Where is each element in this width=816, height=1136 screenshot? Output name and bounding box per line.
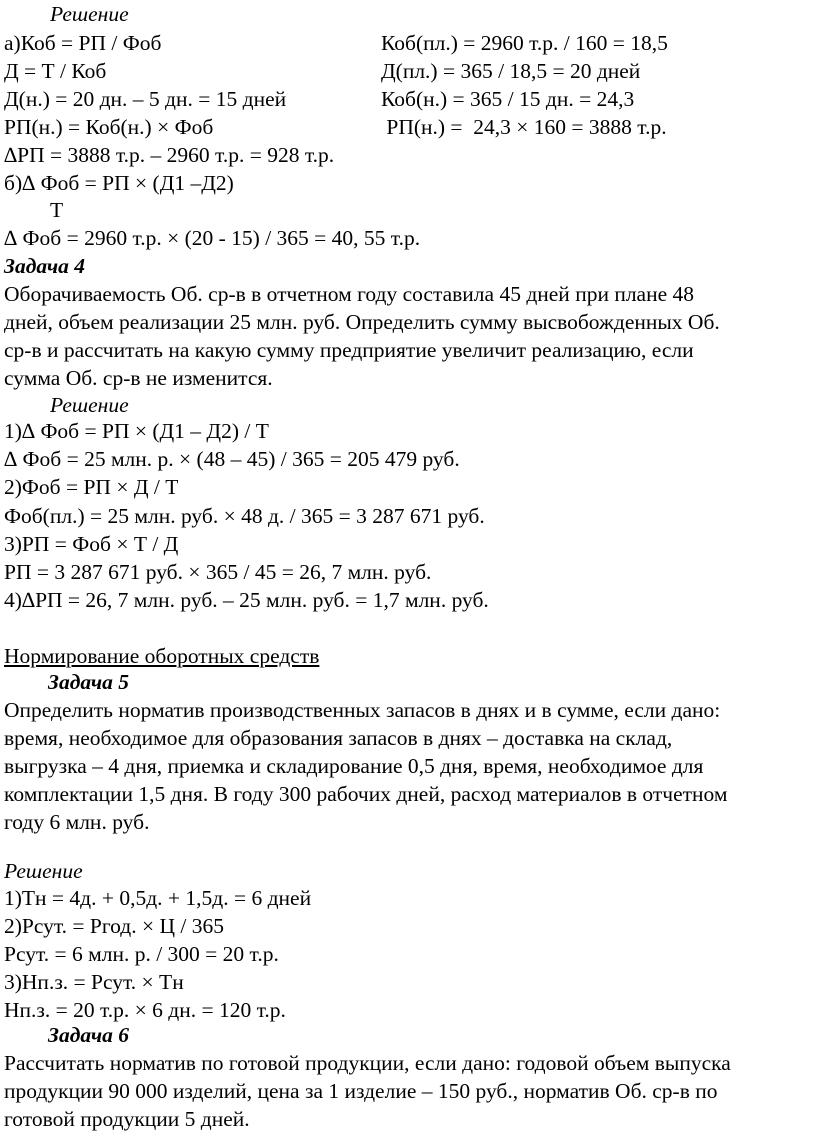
task5-solution-line: 3)Нп.з. = Рсут. × Тн <box>4 970 184 994</box>
task5-text-line: выгрузка – 4 дня, приемка и складирование 0,5 дня, время, необходимое для <box>4 754 704 778</box>
task4-solution-line: Фоб(пл.) = 25 млн. руб. × 48 д. / 365 = 3 287 671 руб. <box>4 504 485 528</box>
task3-b-formula: б)∆ Фоб = РП × (Д1 –Д2) <box>4 171 234 195</box>
task3-b-denominator: Т <box>50 198 64 222</box>
task3-row2-left: Д = Т / Коб <box>4 59 107 83</box>
task3-row2-right: Д(пл.) = 365 / 18,5 = 20 дней <box>381 59 641 83</box>
section-title: Нормирование оборотных средств <box>4 644 320 668</box>
task5-text-line: время, необходимое для образования запасов в днях – доставка на склад, <box>4 726 673 750</box>
task4-title: Задача 4 <box>4 254 85 278</box>
task6-text-line: продукции 90 000 изделий, цена за 1 изделие – 150 руб., норматив Об. ср-в по <box>4 1079 718 1103</box>
task4-solution-line: 2)Фоб = РП × Д / Т <box>4 475 179 499</box>
task5-text-line: году 6 млн. руб. <box>4 810 150 834</box>
task5-text-line: Определить норматив производственных запасов в днях и в сумме, если дано: <box>4 698 721 722</box>
task5-text-line: комплектации 1,5 дня. В году 300 рабочих дней, расход материалов в отчетном <box>4 782 728 806</box>
task3-row3-right: Коб(н.) = 365 / 15 дн. = 24,3 <box>381 87 635 111</box>
task4-solution-line: 4)∆РП = 26, 7 млн. руб. – 25 млн. руб. = 1,7 млн. руб. <box>4 588 489 612</box>
task6-text-line: готовой продукции 5 дней. <box>4 1107 250 1131</box>
task4-solution-line: ∆ Фоб = 25 млн. р. × (48 – 45) / 365 = 205 479 руб. <box>4 447 460 471</box>
task4-text-line: ср-в и рассчитать на какую сумму предприятие увеличит реализацию, если <box>4 338 694 362</box>
task4-solution-heading: Решение <box>50 393 129 417</box>
task4-solution-line: 3)РП = Фоб × Т / Д <box>4 532 179 556</box>
task3-solution-heading: Решение <box>50 2 129 26</box>
task3-row4-right: РП(н.) = 24,3 × 160 = 3888 т.р. <box>381 115 667 139</box>
task4-text-line: сумма Об. ср-в не изменится. <box>4 366 273 390</box>
task4-text-line: Оборачиваемость Об. ср-в в отчетном году составила 45 дней при плане 48 <box>4 282 695 306</box>
task6-text-line: Рассчитать норматив по готовой продукции, если дано: годовой объем выпуска <box>4 1051 731 1075</box>
task5-solution-heading: Решение <box>4 859 83 883</box>
task3-row1-right: Коб(пл.) = 2960 т.р. / 160 = 18,5 <box>381 31 668 55</box>
task3-b-result: ∆ Фоб = 2960 т.р. × (20 - 15) / 365 = 40, 55 т.р. <box>4 226 421 250</box>
task5-title: Задача 5 <box>48 670 129 694</box>
task3-row4-left: РП(н.) = Коб(н.) × Фоб <box>4 115 214 139</box>
task3-row1-left: а)Коб = РП / Фоб <box>4 31 162 55</box>
task4-solution-line: РП = 3 287 671 руб. × 365 / 45 = 26, 7 млн. руб. <box>4 560 432 584</box>
task5-solution-line: Рсут. = 6 млн. р. / 300 = 20 т.р. <box>4 942 279 966</box>
task6-title: Задача 6 <box>48 1023 129 1047</box>
task3-delta-rp: ∆РП = 3888 т.р. – 2960 т.р. = 928 т.р. <box>4 143 335 167</box>
task4-text-line: дней, объем реализации 25 млн. руб. Определить сумму высвобожденных Об. <box>4 310 720 334</box>
task5-solution-line: 2)Рсут. = Ргод. × Ц / 365 <box>4 914 224 938</box>
task3-row3-left: Д(н.) = 20 дн. – 5 дн. = 15 дней <box>4 87 287 111</box>
task4-solution-line: 1)∆ Фоб = РП × (Д1 – Д2) / Т <box>4 419 269 443</box>
task5-solution-line: 1)Тн = 4д. + 0,5д. + 1,5д. = 6 дней <box>4 886 312 910</box>
task5-solution-line: Нп.з. = 20 т.р. × 6 дн. = 120 т.р. <box>4 998 286 1022</box>
